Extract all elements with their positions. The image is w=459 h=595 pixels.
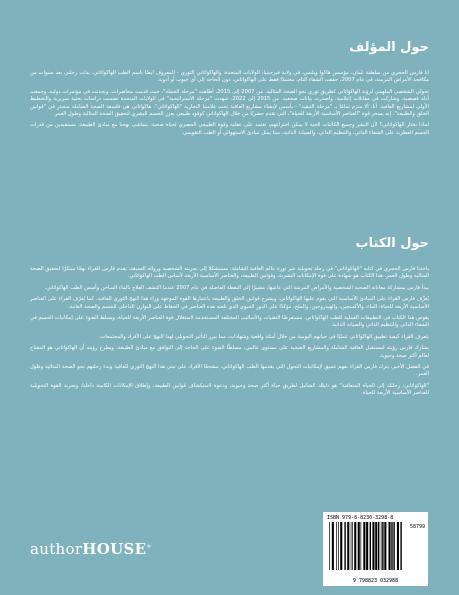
barcode-bar <box>375 522 377 570</box>
barcode-bar <box>344 522 345 570</box>
barcode-bar <box>370 522 371 570</box>
barcode-bar <box>329 522 330 570</box>
book-paragraph: يبدأ فارس بمشاركة معاناته الصحية الشخصية والأمراض المزمنة التي عاشها، مشيرًا إلى النقطة الفاصلة في عام 2007 عندما اكتشف العلاج بالماء الساخن وأسس الطب الهاكواثاني. <box>44 284 429 291</box>
barcode-bar <box>381 522 382 570</box>
barcode-bar <box>363 522 365 570</box>
book-paragraph: يأخذنا فارس الحجري في كتابه "الهاكواثاني" في رحلة تحويلية عبر ثورة عالم العافية الشاملة، مستشكلًا إلى تجربته الشخصية وروائه العميقة، يقدم فارس للقراء نهجًا مبتكرًا لتحقيق الصحة المثالية وطول العمر. هذا الكتاب هو شهادة على قوة الإمكانات البشرية، وقوانين الطبيعة، والعناصر الأساسية الأربعة لأساس الطب الهاكواثاني. <box>30 266 429 280</box>
publisher-logo <box>30 540 152 558</box>
barcode-bars <box>328 522 406 570</box>
book-paragraph: "الهاكواثاني: رحلتك إلى الحياة المتعافية" هو دليلك الشامل لطريق حياة أكثر صحة وحيوية، ودعوة لاستكشاف قوانين الطبيعة، وإطلاق الإمكانات الكامنة داخلنا، وتجربة القوة التحويلية للعناصر الأساسية الأربعة للحياة. <box>30 382 429 397</box>
barcode-bar <box>361 522 362 570</box>
author-paragraph: تحولي الشخصي الملهمي لرؤية الهاكواثاني كطريق ثوري نحو الصحة المثالية. من 2007 إلى 2015، أطلقت "مرحلة الحملة"، حيث قدمت محاضرات، وتحدثت في مؤتمرات دولية، وجمعت أدلة قصصية، وشاركت في مقابلات إعلامية، وأصدرت بيانات صحفية. من 2015 إلى 2022، شهدت "مرحلة الاستراتيجية" في الولايات المتحدة تضمنت دراسات بحثية سريرية والتخطيط الأولي لمشاريع العافية. أنا، ألا متزم تمامًا بـ "مرحلة التنفيذ" - بأسس لإنشاء مشاريع العافية تحت علامتنا التجارية "الهاكواثاني". هاكواثاني هي فلسفة الصحة الشاملة متجذر في "قوانين الخلق والطبيعة". إنه يسخر قوة "العناصر الأساسية الأربعة للحياة"، التي تقدم حصريًا من خلال الهاكواثاني كوقود طبيعي يعزز الجسم البشري لتحقيق الصحة المثالية وطول العمر. <box>30 88 429 118</box>
author-paragraph: لماذا نختار الهاكواثاني؟ لأن البشر وجميع الكائنات الحية لا يمكن اختراعهم، تعتمد على عقلية وقوة الطبيعي الحصري لحياة صحية. يتماشى نهجنا مع مبادئ الطبيعة، مستفيدين من قدرات الجسم الفطرية على الشفاء الذاتي، والتنظيم الذاتي، والصيانة الذاتية، مما يمثل مبادئ الاستهوائي أو الطب التقويمي. <box>30 122 429 136</box>
barcode-bar <box>389 522 391 570</box>
publisher-name-part2: HOUSE <box>82 540 147 558</box>
book-paragraph: يُعرِّف فارس القراء على المبادئ الأساسية التي يقوم عليها الهاكواثاني، ويشرح قوانين الخلق والطبيعة باعتبارها القوة الموجهة وراء هذا النهج الثوري للعافية. كما يُعرّف القراء على العناصر الأساسية الأربعة للحياة: الماء، والأكسجين، والهيدروجين، والملح، مؤكدًا على الدور الحيوي الذي تلعبه هذه العناصر في الحفاظ على التوازن الداخلي للجسم والصحة العامة. <box>30 296 429 310</box>
barcode-bar <box>332 522 334 570</box>
book-paragraph: يتعرف القراء كيفية تطبيق الهاكواثاني عمليًا في حياتهم اليومية من خلال أمثلة واقعية وشهادات، مما يبرز التأثير التحويلي لهذا النهج على الأفراد والمجتمعات. <box>98 333 429 340</box>
about-book-text <box>30 266 429 496</box>
trademark-symbol: ® <box>146 544 152 550</box>
barcode-bar <box>338 522 339 570</box>
barcode-bar <box>372 522 374 570</box>
about-author-text <box>30 70 429 225</box>
barcode-bar <box>391 522 392 570</box>
barcode-bar <box>358 522 360 570</box>
about-author-heading: حول المؤلف <box>349 40 429 55</box>
barcode-bar <box>352 522 353 570</box>
price-code: 58799 <box>409 524 425 530</box>
barcode-bar <box>393 522 394 570</box>
publisher-name-part1: author <box>30 540 83 558</box>
barcode-bar <box>336 522 337 570</box>
isbn-barcode <box>323 512 428 586</box>
book-paragraph: يغوص هذا الكتاب في التطبيقات العملية للطب الهاكواثاني، مستعرضًا التقنيات والأساليب المختلفة المستخدمة لاستغلال قوة العناصر الأربعة للحياة، ويسلط الضوء على إمكانيات الجسم في الشفاء الذاتي والتنظيم الذاتي والصيانة الذاتية. <box>30 315 429 329</box>
barcode-bar <box>340 522 342 570</box>
book-paragraph: يشارك فارس رؤيته لمستقبل العافية الشاملة والمشاريع الصحية على مستوى عالمي، مسلطًا الضوء على الحاجة إلى التوافق مع مبادئ الطبيعة، ويطرح رؤيته أن الهاكواثاني هو المفتاح لعالم أكثر صحة وحيوية. <box>30 345 429 359</box>
barcode-bar <box>351 522 352 570</box>
barcode-bar <box>397 522 399 570</box>
barcode-bar <box>378 522 379 570</box>
isbn-number: ISBN 979-8-8230-3298-8 <box>327 515 394 521</box>
about-book-heading: حول الكتاب <box>355 236 429 251</box>
barcode-bar <box>382 522 383 570</box>
barcode-bar <box>400 522 401 570</box>
barcode-digits: 9 798823 032988 <box>352 578 399 584</box>
barcode-bar <box>384 522 386 570</box>
barcode-bar <box>347 522 349 570</box>
book-paragraph: في الفصل الأخير، يترك فارس القراء بفهم عميق لإمكانيات التحول التي يقدمها الطب الهاكواثاني، مشجعًا الأفراد على تبني هذا النهج الثوري للعافية وبدء رحلتهم نحو الصحة المثالية وطول العمر. <box>30 364 429 378</box>
barcode-bar <box>354 522 356 570</box>
author-paragraph: أنا فارس الحجري من سلطنة عُمان، مؤسس هاكوا ويلنس، في ولاية فيرجينيا، الولايات المتحدة، والهاكواثاني الثوري - المعروف أيضًا باسم الطب الهاكواثاني. بدأت رحلتي بعد سنوات من مكافحة الأمراض المزمنة، في عام 2007، حققت الشفاء التام، معتمدًا فقط على الهاكواثاني، دون الحاجة إلى أي جيوب أو أدوية. <box>30 70 429 84</box>
barcode-bar <box>366 522 368 570</box>
